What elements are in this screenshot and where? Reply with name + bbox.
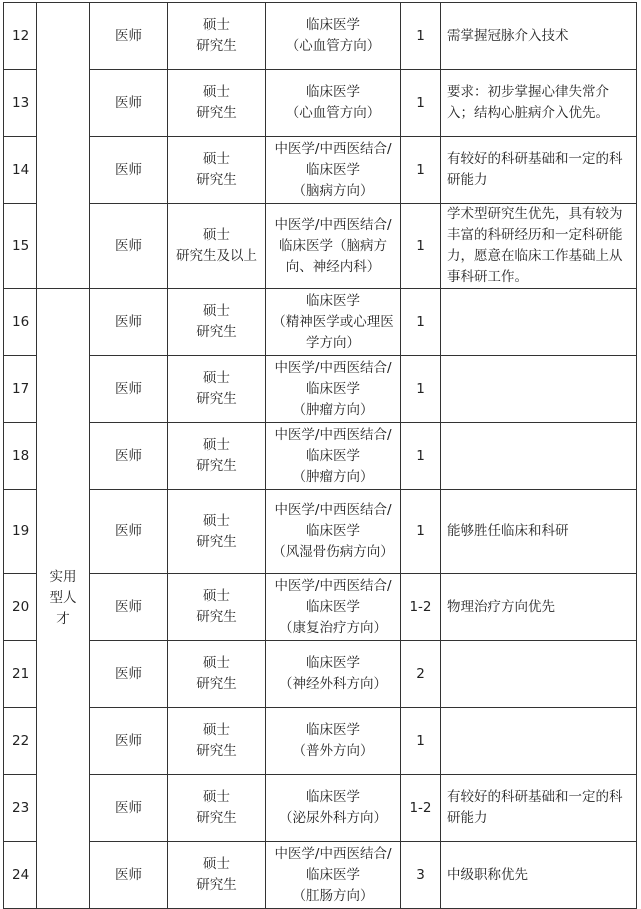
category-cell: 实用型人才	[37, 289, 90, 909]
position-cell: 医师	[90, 574, 168, 641]
major-cell: 临床医学 （心血管方向）	[266, 3, 401, 70]
position-cell: 医师	[90, 3, 168, 70]
education-cell: 硕士 研究生	[168, 289, 266, 356]
table-row	[4, 3, 637, 70]
count-cell: 1	[401, 137, 441, 204]
education-cell: 硕士 研究生	[168, 423, 266, 490]
position-cell: 医师	[90, 70, 168, 137]
major-cell: 中医学/中西医结合/临床医学 （脑病方向）	[266, 137, 401, 204]
position-cell: 医师	[90, 137, 168, 204]
table-row	[4, 842, 637, 909]
count-cell: 1	[401, 708, 441, 775]
major-cell: 中医学/中西医结合/临床医学 （康复治疗方向）	[266, 574, 401, 641]
position-cell: 医师	[90, 775, 168, 842]
education-cell: 硕士 研究生及以上	[168, 204, 266, 289]
table-row	[4, 289, 637, 356]
requirement-cell: 中级职称优先	[441, 842, 637, 909]
table-row	[4, 641, 637, 708]
table-row	[4, 70, 637, 137]
row-number: 17	[4, 356, 37, 423]
count-cell: 1	[401, 204, 441, 289]
requirement-cell	[441, 356, 637, 423]
table-row	[4, 423, 637, 490]
row-number: 13	[4, 70, 37, 137]
requirement-cell: 有较好的科研基础和一定的科研能力	[441, 137, 637, 204]
education-cell: 硕士 研究生	[168, 775, 266, 842]
major-cell: 中医学/中西医结合/临床医学 （肿瘤方向）	[266, 356, 401, 423]
position-cell: 医师	[90, 204, 168, 289]
table-row	[4, 356, 637, 423]
position-cell: 医师	[90, 356, 168, 423]
table-row	[4, 490, 637, 574]
count-cell: 1-2	[401, 775, 441, 842]
requirement-cell: 要求：初步掌握心律失常介入；结构心脏病介入优先。	[441, 70, 637, 137]
requirement-cell	[441, 423, 637, 490]
row-number: 16	[4, 289, 37, 356]
count-cell: 1	[401, 356, 441, 423]
row-number: 12	[4, 3, 37, 70]
requirement-cell	[441, 708, 637, 775]
count-cell: 1	[401, 490, 441, 574]
requirement-cell: 学术型研究生优先，具有较为丰富的科研经历和一定科研能力，愿意在临床工作基础上从事科研工作。	[441, 204, 637, 289]
requirement-cell: 有较好的科研基础和一定的科研能力	[441, 775, 637, 842]
table-row	[4, 708, 637, 775]
major-cell: 临床医学 （心血管方向）	[266, 70, 401, 137]
education-cell: 硕士 研究生	[168, 70, 266, 137]
row-number: 18	[4, 423, 37, 490]
count-cell: 2	[401, 641, 441, 708]
education-cell: 硕士 研究生	[168, 356, 266, 423]
requirement-cell: 能够胜任临床和科研	[441, 490, 637, 574]
row-number: 20	[4, 574, 37, 641]
education-cell: 硕士 研究生	[168, 490, 266, 574]
requirement-cell	[441, 289, 637, 356]
major-cell: 临床医学 （精神医学或心理医学方向）	[266, 289, 401, 356]
position-cell: 医师	[90, 289, 168, 356]
table-row	[4, 204, 637, 289]
table-body	[4, 3, 637, 909]
recruitment-table	[3, 2, 637, 909]
requirement-cell	[441, 641, 637, 708]
count-cell: 1	[401, 423, 441, 490]
education-cell: 硕士 研究生	[168, 574, 266, 641]
position-cell: 医师	[90, 490, 168, 574]
requirement-cell: 物理治疗方向优先	[441, 574, 637, 641]
position-cell: 医师	[90, 641, 168, 708]
major-cell: 中医学/中西医结合/临床医学 （肛肠方向）	[266, 842, 401, 909]
education-cell: 硕士 研究生	[168, 708, 266, 775]
position-cell: 医师	[90, 708, 168, 775]
table-row	[4, 574, 637, 641]
major-cell: 临床医学 （普外方向）	[266, 708, 401, 775]
major-cell: 临床医学 （泌尿外科方向）	[266, 775, 401, 842]
row-number: 19	[4, 490, 37, 574]
row-number: 24	[4, 842, 37, 909]
major-cell: 临床医学 （神经外科方向）	[266, 641, 401, 708]
education-cell: 硕士 研究生	[168, 3, 266, 70]
row-number: 22	[4, 708, 37, 775]
major-cell: 中医学/中西医结合/临床医学（脑病方向、神经内科）	[266, 204, 401, 289]
count-cell: 1-2	[401, 574, 441, 641]
requirement-cell: 需掌握冠脉介入技术	[441, 3, 637, 70]
major-cell: 中医学/中西医结合/临床医学 （风湿骨伤病方向）	[266, 490, 401, 574]
position-cell: 医师	[90, 423, 168, 490]
row-number: 14	[4, 137, 37, 204]
count-cell: 1	[401, 3, 441, 70]
position-cell: 医师	[90, 842, 168, 909]
count-cell: 1	[401, 289, 441, 356]
row-number: 21	[4, 641, 37, 708]
row-number: 15	[4, 204, 37, 289]
count-cell: 3	[401, 842, 441, 909]
education-cell: 硕士 研究生	[168, 137, 266, 204]
major-cell: 中医学/中西医结合/临床医学 （肿瘤方向）	[266, 423, 401, 490]
category-cell-blank	[37, 3, 90, 289]
education-cell: 硕士 研究生	[168, 842, 266, 909]
table-row	[4, 137, 637, 204]
table-row	[4, 775, 637, 842]
education-cell: 硕士 研究生	[168, 641, 266, 708]
count-cell: 1	[401, 70, 441, 137]
row-number: 23	[4, 775, 37, 842]
